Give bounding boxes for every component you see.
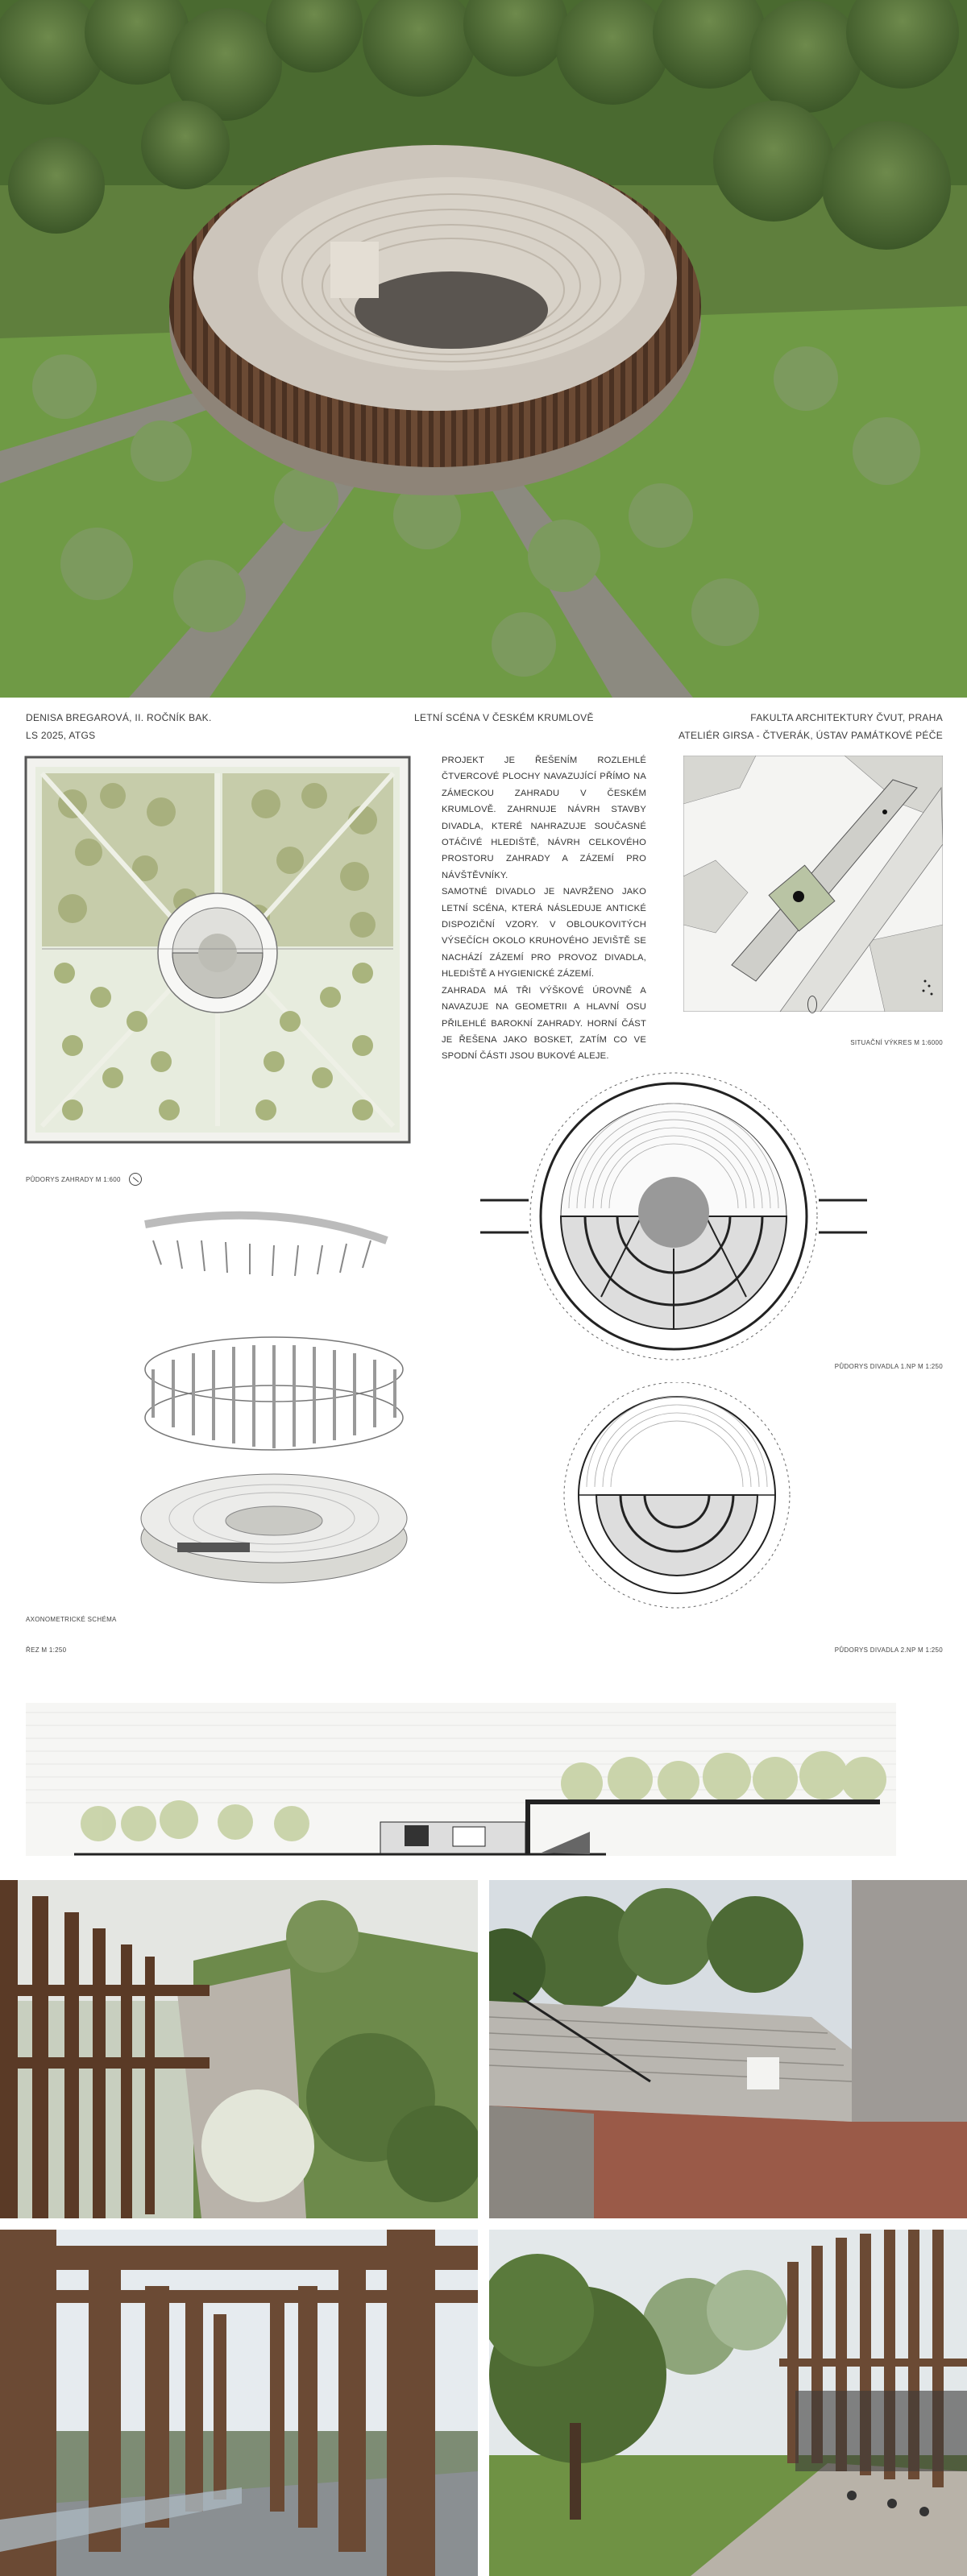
- garden-plan-caption-text: PŮDORYS ZAHRADY M 1:600: [26, 1175, 121, 1183]
- term: LS 2025, ATGS: [26, 730, 96, 741]
- project-description: [442, 752, 646, 1065]
- situation-plan: [683, 756, 943, 1012]
- garden-plan: [24, 756, 411, 1144]
- theatre-plan-2np: [548, 1382, 806, 1616]
- theatre-2np-caption: PŮDORYS DIVADLA 2.NP M 1:250: [834, 1646, 943, 1654]
- theatre-plan-1np: [480, 1071, 867, 1377]
- axonometric-scheme: [129, 1208, 419, 1587]
- aerial-render: [0, 0, 967, 698]
- section-drawing: [26, 1703, 896, 1864]
- garden-plan-caption: [26, 1173, 142, 1186]
- north-arrow-icon: [129, 1173, 142, 1186]
- project-title: LETNÍ SCÉNA V ČESKÉM KRUMLOVĚ: [414, 712, 594, 723]
- render-cafe-garden: [489, 2230, 967, 2576]
- situation-caption: SITUAČNÍ VÝKRES M 1:6000: [850, 1039, 943, 1046]
- description-paragraph-3: ZAHRADA MÁ TŘI VÝŠKOVÉ ÚROVNĚ A NAVAZUJE NA GEOMETRII A HLAVNÍ OSU PŘILEHLÉ BAROKNÍ ZAHRADY. HORNÍ ČÁST JE ŘEŠENA JAKO BOSKET, ZATÍM CO VE SPODNÍ ČÁSTI JSOU BUKOVÉ ALEJE.: [442, 985, 646, 1062]
- faculty: FAKULTA ARCHITEKTURY ČVUT, PRAHA: [750, 712, 943, 723]
- axonometry-caption: AXONOMETRICKÉ SCHÉMA: [26, 1616, 117, 1623]
- theatre-1np-caption: PŮDORYS DIVADLA 1.NP M 1:250: [834, 1363, 943, 1370]
- author-name: DENISA BREGAROVÁ, II. ROČNÍK BAK.: [26, 712, 212, 723]
- description-paragraph-1: PROJEKT JE ŘEŠENÍM ROZLEHLÉ ČTVERCOVÉ PLOCHY NAVAZUJÍCÍ PŘÍMO NA ZÁMECKOU ZAHRADU V ČESKÉM KRUMLOVĚ. ZAHRNUJE NÁVRH STAVBY DIVADLA, KTERÉ NAHRAZUJE SOUČASNÉ OTÁČIVÉ HLEDIŠTĚ, NÁVRH CELKOVÉHO PROSTORU ZAHRADY A ZÁZEMÍ PRO NÁVŠTĚVNÍKY.: [442, 756, 646, 880]
- section-caption: ŘEZ M 1:250: [26, 1646, 67, 1654]
- studio: ATELIÉR GIRSA - ČTVERÁK, ÚSTAV PAMÁTKOVÉ PÉČE: [678, 730, 943, 741]
- situation-north-arrow-icon: [807, 996, 817, 1013]
- render-stage-courtyard: [489, 1880, 967, 2218]
- description-paragraph-2: SAMOTNÉ DIVADLO JE NAVRŽENO JAKO LETNÍ SCÉNA, KTERÁ NÁSLEDUJE ANTICKÉ DISPOZIČNÍ VZORY. V OBLOUKOVITÝCH VÝSEČÍCH OKOLO KRUHOVÉHO JEVIŠTĚ SE NACHÁZÍ ZÁZEMÍ PRO PROVOZ DIVADLA, HLEDIŠTĚ A HYGIENICKÉ ZÁZEMÍ.: [442, 887, 646, 979]
- render-colonnade: [0, 2230, 478, 2576]
- render-pergola-stairs: [0, 1880, 478, 2218]
